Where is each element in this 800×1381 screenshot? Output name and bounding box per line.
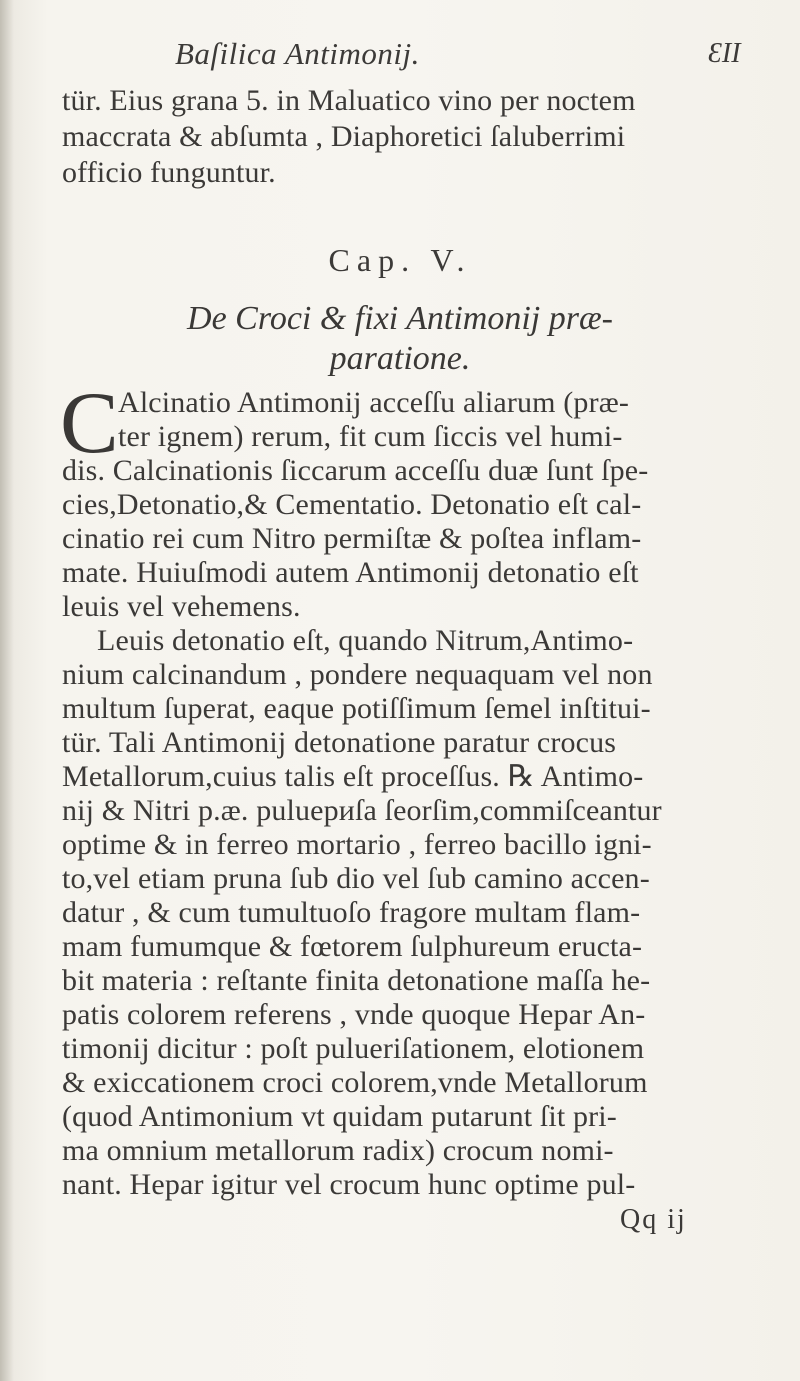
text-line: datur , & cum tumultuoſo fragore multam flam-: [62, 896, 641, 929]
chapter-heading: Cap. V.: [328, 242, 472, 278]
text-line: leuis vel vehemens.: [62, 590, 301, 623]
text-line: & exiccationem croci colorem,vnde Metallorum: [62, 1066, 648, 1099]
text-line: nant. Hepar igitur vel crocum hunc optime pul-: [62, 1168, 636, 1201]
text-line: Metallorum,cuius talis eſt proceſſus. ℞ Antimo-: [62, 760, 644, 793]
page-gutter-shadow: [0, 0, 14, 1381]
text-line: optime & in ferreo mortario , ferreo bacillo igni-: [62, 828, 652, 861]
text-line: ter ignem) rerum, fit cum ſiccis vel humi-: [118, 420, 623, 453]
chapter-title-line-1: De Croci & fixi Antimonij præ-: [187, 300, 613, 337]
text-line: patis colorem referens , vnde quoque Hepar An-: [62, 998, 646, 1031]
text-line: cies,Detonatio,& Cementatio. Detonatio eſt cal-: [62, 488, 642, 521]
text-line: timonij dicitur : poſt pulueriſationem, elotionem: [62, 1032, 645, 1065]
text-line: dis. Calcinationis ſiccarum acceſſu duæ ſunt ſpe-: [62, 454, 649, 487]
chapter-title-line-2: paratione.: [329, 340, 471, 377]
page-number: ƐII: [708, 38, 741, 69]
text-line: ma omnium metallorum radix) crocum nomi-: [62, 1134, 614, 1167]
text-line: to,vel etiam pruna ſub dio vel ſub camino accen-: [62, 862, 650, 895]
text-line: mate. Huiuſmodi autem Antimonij detonatio eſt: [62, 556, 639, 589]
text-line: officio funguntur.: [62, 156, 276, 189]
text-line: mam fumumque & fœtorem ſulphureum eructa-: [62, 930, 643, 963]
text-line: (quod Antimonium vt quidam putarunt ſit pri-: [62, 1100, 617, 1133]
running-head-title: Baſilica Antimonij.: [175, 36, 420, 71]
text-line: Alcinatio Antimonij acceſſu aliarum (præ-: [118, 386, 630, 419]
running-head: [0, 36, 800, 76]
drop-cap-initial: C: [60, 375, 119, 472]
text-line: maccrata & abſumta , Diaphoretici ſaluberrimi: [62, 120, 626, 153]
signature-catchword: Qq ij: [620, 1204, 687, 1235]
text-line: Leuis detonatio eſt, quando Nitrum,Antimo-: [97, 624, 634, 657]
text-line: multum ſuperat, eaque potiſſimum ſemel inſtitui-: [62, 692, 651, 725]
text-line: tür. Eius grana 5. in Maluatico vino per noctem: [62, 84, 636, 117]
text-line: nium calcinandum , pondere nequaquam vel non: [62, 658, 653, 691]
text-line: nij & Nitri p.æ. puluериſa ſeorſim,commiſceantur: [62, 794, 662, 827]
text-line: tür. Tali Antimonij detonatione paratur crocus: [62, 726, 617, 759]
text-line: bit materia : reſtante finita detonatione maſſa he-: [62, 964, 651, 997]
text-line: cinatio rei cum Nitro permiſtæ & poſtea inflam-: [62, 522, 642, 555]
